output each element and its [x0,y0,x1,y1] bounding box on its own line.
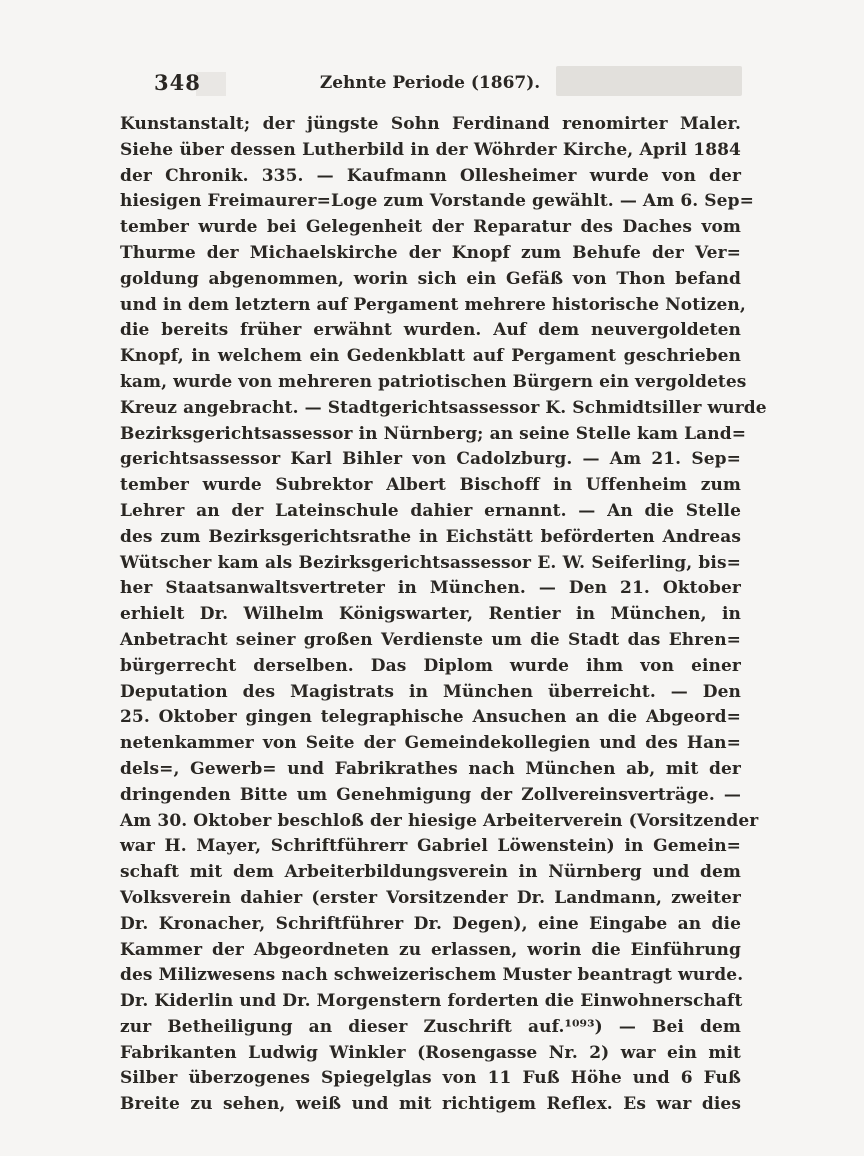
text-line: dels=, Gewerb= und Fabrikrathes nach München ab, mit der [120,758,741,779]
text-line: erhielt Dr. Wilhelm Königswarter, Rentier in München, in [120,604,741,625]
text-line: goldung abgenommen, worin sich ein Gefäß von Thon befand [120,268,741,289]
text-line: kam, wurde von mehreren patriotischen Bürgern ein vergoldetes [120,371,747,392]
text-line: bürgerrecht derselben. Das Diplom wurde ihm von einer [120,655,741,676]
text-line: gerichtsassessor Karl Bihler von Cadolzburg. — Am 21. Sep= [120,449,741,470]
text-line: Bezirksgerichtsassessor in Nürnberg; an seine Stelle kam Land= [120,423,747,444]
text-line: dringenden Bitte um Genehmigung der Zollvereinsverträge. — [120,784,741,805]
text-line: und in dem letztern auf Pergament mehrere historische Notizen, [120,294,746,315]
text-line: Siehe über dessen Lutherbild in der Wöhrder Kirche, April 1884 [120,139,741,160]
text-line: Wütscher kam als Bezirksgerichtsassessor E. W. Seiferling, bis= [120,552,741,573]
text-line: Volksverein dahier (erster Vorsitzender Dr. Landmann, zweiter [120,887,741,908]
text-line: 25. Oktober gingen telegraphische Ansuchen an die Abgeord= [120,707,741,728]
text-line: Kreuz angebracht. — Stadtgerichtsassessor K. Schmidtsiller wurde [120,397,767,418]
text-line: Thurme der Michaelskirche der Knopf zum Behufe der Ver= [120,242,741,263]
text-line: des zum Bezirksgerichtsrathe in Eichstätt beförderten Andreas [120,526,741,547]
text-line: Breite zu sehen, weiß und mit richtigem Reflex. Es war dies [120,1094,741,1115]
text-line: Kammer der Abgeordneten zu erlassen, worin die Einführung [120,939,741,960]
text-line: Anbetracht seiner großen Verdienste um die Stadt das Ehren= [120,629,741,650]
body-text [120,112,767,1118]
text-line: die bereits früher erwähnt wurden. Auf dem neuvergoldeten [120,320,741,341]
text-line: her Staatsanwaltsvertreter in München. — Den 21. Oktober [120,578,741,599]
text-line: Deputation des Magistrats in München überreicht. — Den [120,681,741,702]
text-line: netenkammer von Seite der Gemeindekollegien und des Han= [120,733,741,754]
text-line: tember wurde bei Gelegenheit der Reparatur des Daches vom [120,217,741,238]
page-header [120,70,740,98]
text-line: der Chronik. 335. — Kaufmann Ollesheimer wurde von der [120,165,741,186]
text-line: hiesigen Freimaurer=Loge zum Vorstande gewählt. — Am 6. Sep= [120,191,754,212]
text-line: Knopf, in welchem ein Gedenkblatt auf Pergament geschrieben [120,346,741,367]
text-line: Kunstanstalt; der jüngste Sohn Ferdinand renomirter Maler. [120,114,741,134]
running-title: Zehnte Periode (1867). [319,73,541,93]
text-line: Am 30. Oktober beschloß der hiesige Arbeiterverein (Vorsitzender [120,810,759,831]
text-line: Fabrikanten Ludwig Winkler (Rosengasse Nr. 2) war ein mit [120,1042,741,1063]
text-line: war H. Mayer, Schriftführerr Gabriel Löwenstein) in Gemein= [120,836,741,857]
text-line: Dr. Kronacher, Schriftführer Dr. Degen), eine Eingabe an die [120,913,741,934]
text-line: schaft mit dem Arbeiterbildungsverein in Nürnberg und dem [120,862,741,883]
text-line: Dr. Kiderlin und Dr. Morgenstern forderten die Einwohnerschaft [120,991,743,1012]
text-line: Lehrer an der Lateinschule dahier ernannt. — An die Stelle [120,500,741,521]
text-line: Silber überzogenes Spiegelglas von 11 Fuß Höhe und 6 Fuß [120,1068,741,1089]
text-line: tember wurde Subrektor Albert Bischoff in Uffenheim zum [120,475,741,496]
text-line: zur Betheiligung an dieser Zuschrift auf.¹⁰⁹³) — Bei dem [120,1016,741,1037]
text-line: des Milizwesens nach schweizerischem Muster beantragt wurde. [120,965,744,986]
page-number: 348 [154,70,201,95]
